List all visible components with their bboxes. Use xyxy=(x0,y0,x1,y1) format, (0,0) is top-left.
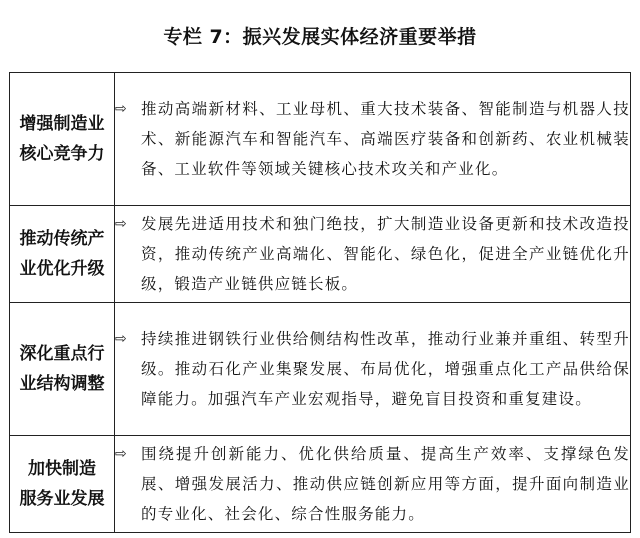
hollow-right-arrow-icon: ⇨ xyxy=(115,101,128,117)
table-row xyxy=(10,206,631,303)
measures-table xyxy=(9,72,631,533)
hollow-right-arrow-icon: ⇨ xyxy=(115,446,128,462)
row-heading-line: 增强制造业 xyxy=(19,114,105,134)
table-row xyxy=(10,436,631,533)
row-heading-line: 业优化升级 xyxy=(19,259,105,279)
row-body-text: 发展先进适用技术和独门绝技，扩大制造业设备更新和技术改造投资，推动传统产业高端化、智能化、绿色化，促进全产业链优化升级，锻造产业链供应链长板。 xyxy=(141,215,630,293)
row-body xyxy=(115,73,631,206)
row-body-text: 持续推进钢铁行业供给侧结构性改革，推动行业兼并重组、转型升级。推动石化产业集聚发展、布局优化，增强重点化工产品供给保障能力。加强汽车产业宏观指导，避免盲目投资和重复建设。 xyxy=(141,330,630,408)
table-row xyxy=(10,303,631,436)
row-heading-line: 业结构调整 xyxy=(19,374,105,394)
row-heading-line: 推动传统产 xyxy=(19,229,105,249)
row-heading-line: 核心竞争力 xyxy=(19,144,105,164)
hollow-right-arrow-icon: ⇨ xyxy=(115,216,128,232)
row-body xyxy=(115,206,631,303)
hollow-right-arrow-icon: ⇨ xyxy=(115,331,128,347)
row-heading xyxy=(10,436,115,533)
row-heading-line: 服务业发展 xyxy=(19,489,105,509)
column-title: 专栏 7：振兴发展实体经济重要举措 xyxy=(163,26,477,48)
row-body-text: 围绕提升创新能力、优化供给质量、提高生产效率、支撑绿色发展、增强发展活力、推动供应链创新应用等方面，提升面向制造业的专业化、社会化、综合性服务能力。 xyxy=(141,445,630,523)
row-heading xyxy=(10,73,115,206)
row-heading-line: 深化重点行 xyxy=(19,344,105,364)
table-row xyxy=(10,73,631,206)
row-heading xyxy=(10,303,115,436)
row-heading xyxy=(10,206,115,303)
row-body xyxy=(115,436,631,533)
row-heading-line: 加快制造 xyxy=(28,459,96,479)
row-body xyxy=(115,303,631,436)
row-body-text: 推动高端新材料、工业母机、重大技术装备、智能制造与机器人技术、新能源汽车和智能汽车、高端医疗装备和创新药、农业机械装备、工业软件等领域关键核心技术攻关和产业化。 xyxy=(141,100,630,178)
